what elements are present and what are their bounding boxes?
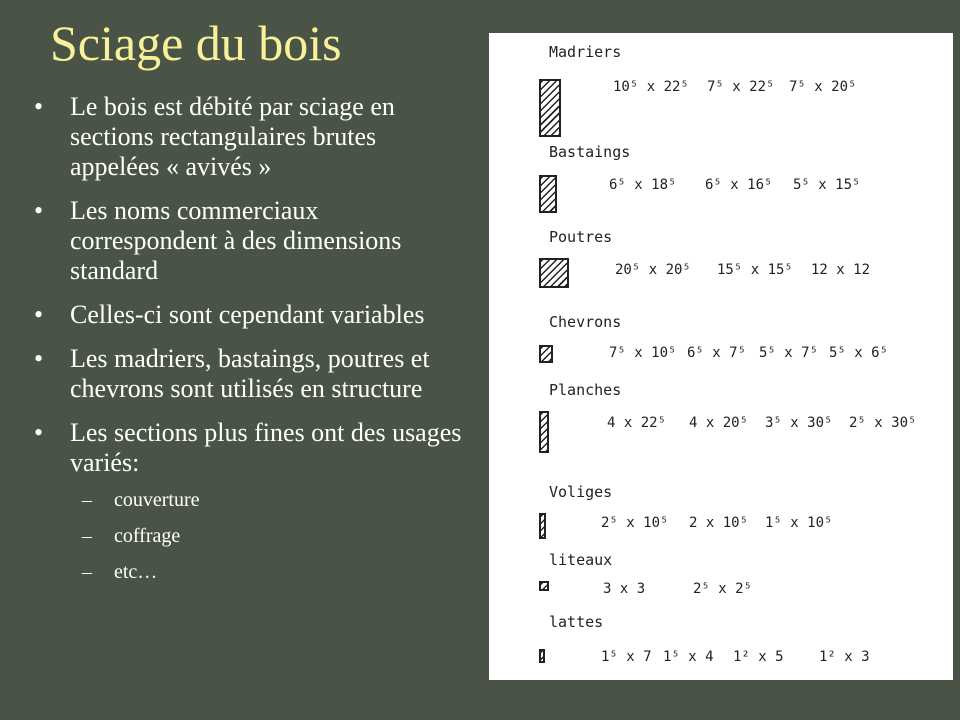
sub-bullet-text: etc… [114,561,158,583]
section-sample-icon [539,258,569,288]
dimension-label: 20⁵ x 20⁵ [615,262,691,278]
section-sample-icon [539,345,553,363]
dimension-label: 2⁵ x 30⁵ [849,415,917,431]
dash-glyph: – [82,525,92,547]
dimension-label: 10⁵ x 22⁵ [613,79,689,95]
category-label: lattes [549,613,604,631]
category-label: Bastaings [549,143,631,161]
dimension-label: 6⁵ x 16⁵ [705,177,773,193]
dimension-label: 2⁵ x 10⁵ [601,515,669,531]
dimension-label: 2 x 10⁵ [689,515,749,531]
dimension-label: 4 x 22⁵ [607,415,667,431]
bullet-item [30,300,470,330]
sub-bullet-text: coffrage [114,525,181,547]
sub-bullet-text: couverture [114,489,200,511]
dash-glyph: – [82,561,92,583]
dimension-label: 1² x 5 [733,649,784,665]
dimension-label: 2⁵ x 2⁵ [693,581,753,597]
dimension-label: 5⁵ x 7⁵ [759,345,819,361]
bullet-text: Les madriers, bastaings, poutres et chevrons sont utilisés en structure [70,344,430,403]
sub-bullet-item [70,554,470,590]
dimension-label: 1⁵ x 10⁵ [765,515,833,531]
slide-title: Sciage du bois [50,15,342,71]
bullet-text: Les noms commerciaux correspondent à des dimensions standard [70,196,402,285]
bullet-item [30,92,470,182]
dimension-label: 7⁵ x 20⁵ [789,79,857,95]
bullet-text: Celles-ci sont cependant variables [70,300,425,329]
category-label: liteaux [549,551,613,569]
bullet-glyph: • [34,344,44,373]
dimension-label: 12 x 12 [811,262,871,278]
section-sample-icon [539,411,549,453]
bullet-glyph: • [34,92,44,121]
bullet-item [30,196,470,286]
dimension-label: 3⁵ x 30⁵ [765,415,833,431]
section-sample-icon [539,79,561,137]
category-label: Poutres [549,228,613,246]
dimension-label: 1⁵ x 7 [601,649,652,665]
category-label: Planches [549,381,622,399]
bullet-item [30,344,470,404]
dimension-label: 6⁵ x 7⁵ [687,345,747,361]
bullet-glyph: • [34,196,44,225]
category-label: Madriers [549,43,622,61]
dash-glyph: – [82,489,92,511]
dimension-label: 4 x 20⁵ [689,415,749,431]
category-label: Chevrons [549,313,622,331]
sub-bullet-item [70,482,470,518]
dimension-label: 5⁵ x 6⁵ [829,345,889,361]
section-sample-icon [539,513,546,539]
section-sample-icon [539,175,557,213]
sub-bullet-list [70,482,470,590]
section-sample-icon [539,581,549,591]
dimension-label: 1² x 3 [819,649,870,665]
dimension-label: 6⁵ x 18⁵ [609,177,677,193]
dimension-label: 7⁵ x 10⁵ [609,345,677,361]
bullet-item [30,418,470,590]
sub-bullet-item [70,518,470,554]
bullet-list [30,92,470,604]
dimension-label: 5⁵ x 15⁵ [793,177,861,193]
dimension-label: 1⁵ x 4 [663,649,714,665]
dimension-label: 7⁵ x 22⁵ [707,79,775,95]
category-label: Voliges [549,483,613,501]
dimension-label: 3 x 3 [603,581,646,597]
bullet-text: Le bois est débité par sciage en sections rectangulaires brutes appelées « avivés » [70,92,395,181]
bullet-glyph: • [34,418,44,447]
bullet-glyph: • [34,300,44,329]
lumber-sketch-panel [489,33,953,680]
bullet-text: Les sections plus fines ont des usages variés: [70,418,462,477]
section-sample-icon [539,649,545,663]
dimension-label: 15⁵ x 15⁵ [717,262,793,278]
